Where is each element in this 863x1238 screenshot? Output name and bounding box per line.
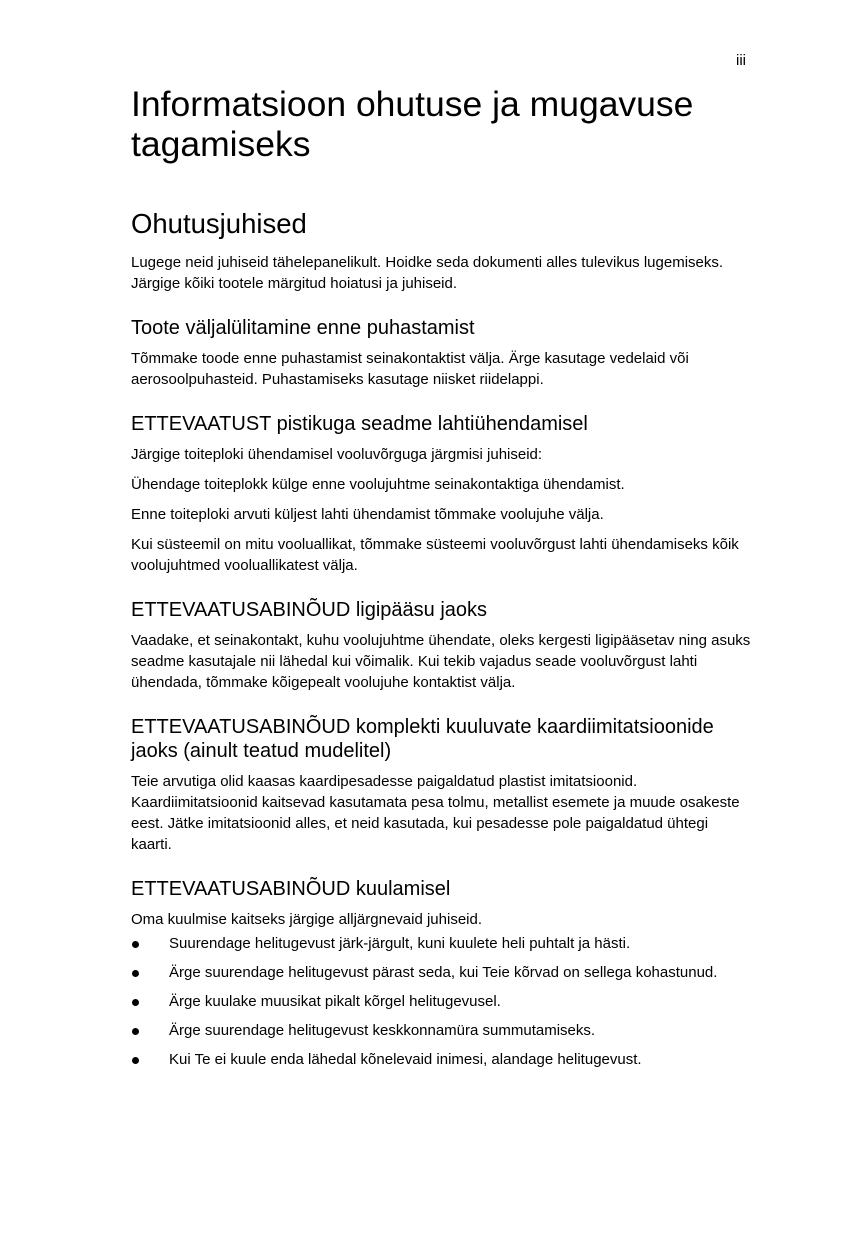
- list-item: [131, 960, 751, 986]
- section-title: Ohutusjuhised: [131, 208, 307, 239]
- list-item-text: Kui Te ei kuule enda lähedal kõnelevaid inimesi, alandage helitugevust.: [169, 1051, 642, 1068]
- paragraph: Oma kuulmise kaitseks järgige alljärgnevaid juhiseid.: [131, 911, 482, 928]
- page-number: iii: [736, 52, 746, 69]
- bullet-icon: [132, 941, 139, 948]
- subsection-heading: Toote väljalülitamine enne puhastamist: [131, 317, 475, 339]
- page-title: Informatsioon ohutuse ja mugavuse tagamiseks: [131, 84, 694, 164]
- bullet-icon: [132, 970, 139, 977]
- list-item: [131, 1047, 751, 1073]
- subsection-heading: ETTEVAATUSABINÕUD kuulamisel: [131, 878, 451, 900]
- list-item: [131, 1018, 751, 1044]
- list-item: [131, 931, 751, 957]
- page-content: [131, 84, 751, 1076]
- list-item-text: Ärge suurendage helitugevust pärast seda, kui Teie kõrvad on sellega kohastunud.: [169, 964, 718, 981]
- section-intro: Lugege neid juhiseid tähelepanelikult. Hoidke seda dokumenti alles tulevikus lugemiseks. Järgige kõiki tootele märgitud hoiatusi ja juhiseid.: [131, 254, 724, 292]
- paragraph: Tõmmake toode enne puhastamist seinakontaktist välja. Ärge kasutage vedelaid või aerosoolpuhasteid. Puhastamiseks kasutage niisket riidelappi.: [131, 350, 689, 388]
- bullet-list: [131, 931, 751, 1073]
- bullet-icon: [132, 1057, 139, 1064]
- list-item-text: Suurendage helitugevust järk-järgult, kuni kuulete heli puhtalt ja hästi.: [169, 935, 631, 952]
- list-item: [131, 989, 751, 1015]
- paragraph: Ühendage toiteplokk külge enne voolujuhtme seinakontaktiga ühendamist.: [131, 476, 625, 493]
- subsection-heading: ETTEVAATUSABINÕUD ligipääsu jaoks: [131, 599, 488, 621]
- paragraph: Kui süsteemil on mitu vooluallikat, tõmmake süsteemi vooluvõrgust lahti ühendamiseks kõik voolujuhtmed vooluallikatest välja.: [131, 536, 739, 574]
- list-item-text: Ärge suurendage helitugevust keskkonnamüra summutamiseks.: [169, 1022, 596, 1039]
- paragraph: Enne toiteploki arvuti küljest lahti ühendamist tõmmake voolujuhe välja.: [131, 506, 604, 523]
- bullet-icon: [132, 1028, 139, 1035]
- list-item-text: Ärge kuulake muusikat pikalt kõrgel helitugevusel.: [169, 993, 501, 1010]
- paragraph: Teie arvutiga olid kaasas kaardipesadesse paigaldatud plastist imitatsioonid. Kaardiimitatsioonid kaitsevad kasutamata pesa tolmu, metallist esemete ja muude osakeste eest. Jätke imitatsioonid alles, et neid kasutada, kui pesadesse pole paigaldatud ühtegi kaarti.: [131, 773, 740, 853]
- bullet-icon: [132, 999, 139, 1006]
- paragraph: Järgige toiteploki ühendamisel vooluvõrguga järgmisi juhiseid:: [131, 446, 543, 463]
- subsection-heading: ETTEVAATUST pistikuga seadme lahtiühendamisel: [131, 413, 588, 435]
- paragraph: Vaadake, et seinakontakt, kuhu voolujuhtme ühendate, oleks kergesti ligipääsetav ning asuks seadme kasutajale nii lähedal kui võimalik. Kui tekib vajadus seade vooluvõrgust lahti ühendada, tõmmake kõigepealt voolujuhe kontaktist välja.: [131, 632, 751, 691]
- subsection-heading: ETTEVAATUSABINÕUD komplekti kuuluvate kaardiimitatsioonide jaoks (ainult teatud mudelitel): [131, 716, 714, 762]
